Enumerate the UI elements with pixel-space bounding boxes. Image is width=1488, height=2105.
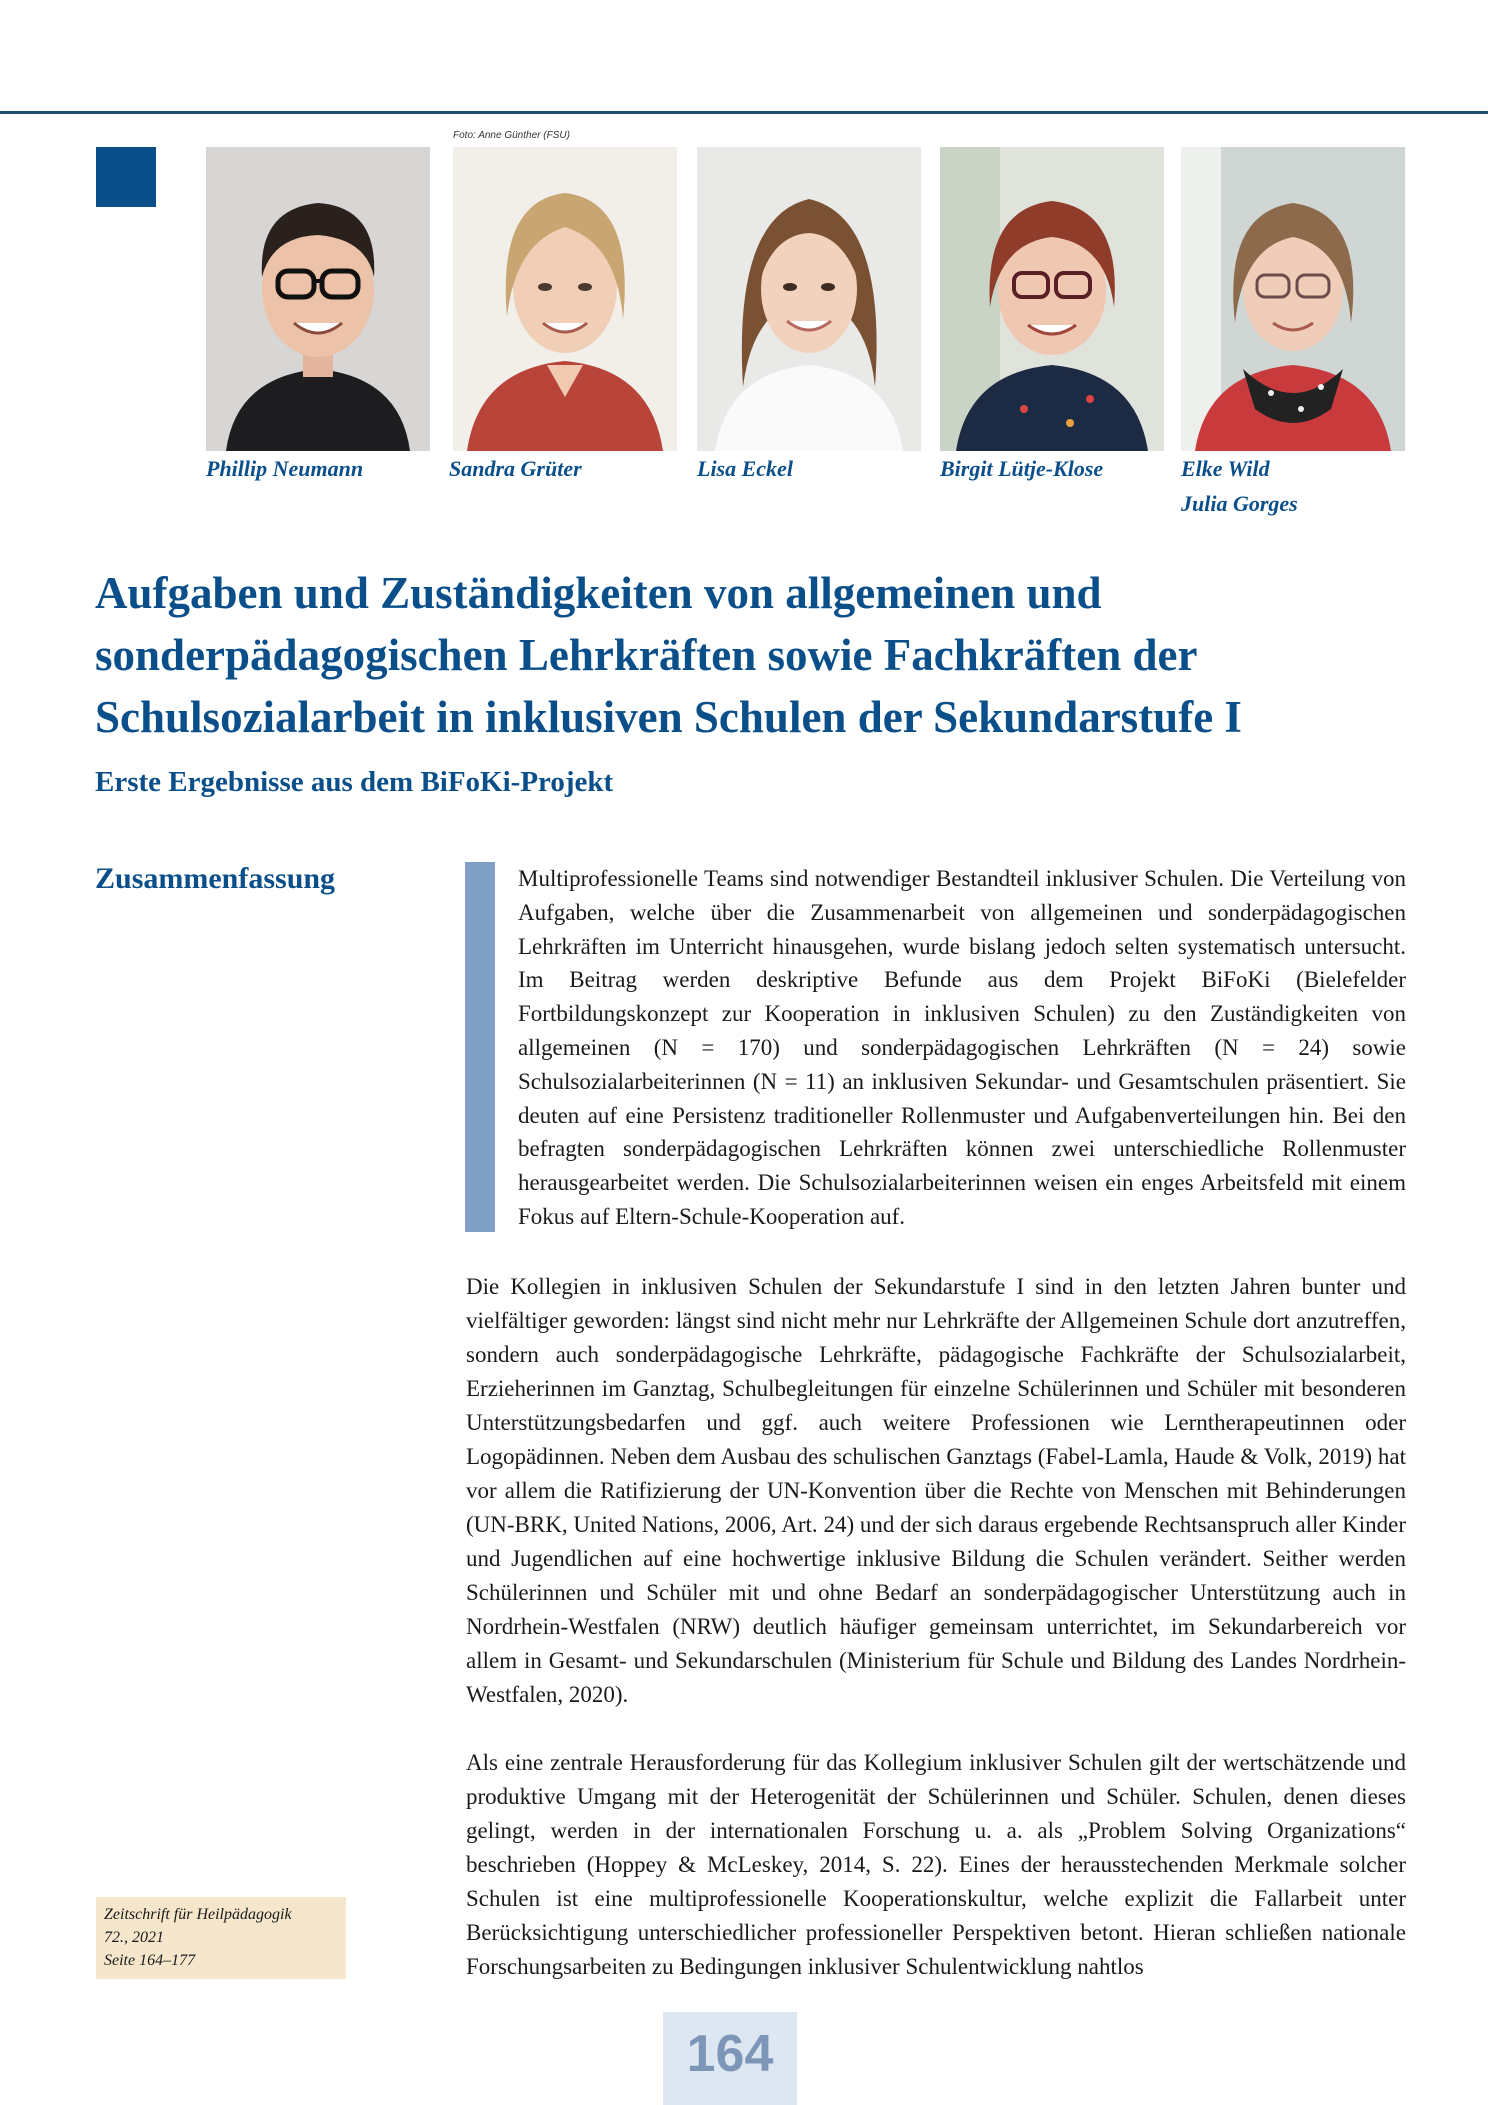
photo-credit: Foto: Anne Günther (FSU) (453, 130, 570, 141)
author-name-1: Phillip Neumann (206, 456, 364, 481)
journal-name: Zeitschrift für Heilpädagogik (104, 1906, 292, 1923)
author-photo-elke-wild (1181, 147, 1405, 451)
header-rule (0, 111, 1488, 114)
journal-citation-box (96, 1897, 346, 1979)
journal-pages: Seite 164–177 (104, 1952, 196, 1969)
author-name-6: Julia Gorges (1181, 491, 1298, 516)
author-photo-lisa-eckel (697, 147, 921, 451)
page-number: 164 (663, 2012, 797, 2105)
body-paragraph-1: Die Kollegien in inklusiven Schulen der Sekundarstufe I sind in den letzten Jahren bunter und vielfältiger geworden: längst sind nicht mehr nur Lehrkräfte der Allgemeinen Schule dort anzutreffen, sondern auch sonderpädagogische Lehrkräfte, pädagogische Fachkräfte der Schulsozialarbeit, Erzieherinnen im Ganztag, Schulbegleitungen für einzelne Schülerinnen und Schüler mit besonderen Unterstützungsbedarfen und ggf. auch weitere Professionen wie Lerntherapeutinnen oder Logopädinnen. Neben dem Ausbau des schulischen Ganztags (Fabel-Lamla, Haude & Volk, 2019) hat vor allem die Ratifizierung der UN-Konvention über die Rechte von Menschen mit Behinderungen (UN-BRK, United Nations, 2006, Art. 24) und der sich daraus ergebende Rechtsanspruch aller Kinder und Jugendlichen auf eine hochwertige inklusive Bildung die Schulen verändert. Seither werden Schülerinnen und Schüler mit und ohne Bedarf an sonderpädagogischer Unterstützung auch in Nordrhein-Westfalen (NRW) deutlich häufiger gemeinsam unterrichtet, im Sekundarbereich vor allem in Gesamt- und Sekundarschulen (Ministerium für Schule und Bildung des Landes Nordrhein-Westfalen, 2020). (466, 1274, 1406, 1707)
abstract-accent-bar (465, 862, 495, 1232)
author-photo-sandra-grueter (453, 147, 677, 451)
article-title: Aufgaben und Zuständigkeiten von allgemeinen und sonderpädagogischen Lehrkräften sowie Fachkräften der Schulsozialarbeit in inklusiven Schulen der Sekundarstufe I (95, 568, 1242, 742)
body-paragraph-2: Als eine zentrale Herausforderung für das Kollegium inklusiver Schulen gilt der wertschätzende und produktive Umgang mit der Heterogenität der Schülerinnen und Schüler. Schulen, denen dieses gelingt, werden in der internationalen Forschung u. a. als „Problem Solving Organizations“ beschrieben (Hoppey & McLeskey, 2014, S. 22). Eines der herausstechenden Merkmale solcher Schulen ist eine multiprofessionelle Kooperationskultur, welche explizit die Fallarbeit unter Berücksichtigung unterschiedlicher professioneller Perspektiven betont. Hieran schließen nationale Forschungsarbeiten zu Bedingungen inklusiver Schulentwicklung nahtlos (466, 1750, 1406, 1979)
abstract-text: Multiprofessionelle Teams sind notwendiger Bestandteil inklusiver Schulen. Die Verteilung von Aufgaben, welche über die Zusammenarbeit von allgemeinen und sonderpädagogischen Lehrkräften im Unterricht hinausgehen, wurde bislang jedoch selten systematisch untersucht. Im Beitrag werden deskriptive Befunde aus dem Projekt BiFoKi (Bielefelder Fortbildungskonzept zur Kooperation in inklusiven Schulen) zu den Zuständigkeiten von allgemeinen (N = 170) und sonderpädagogischen Lehrkräften (N = 24) sowie Schulsozialarbeiterinnen (N = 11) an inklusiven Sekundar- und Gesamtschulen präsentiert. Sie deuten auf eine Persistenz traditioneller Rollenmuster und Aufgabenverteilungen hin. Bei den befragten sonderpädagogischen Lehrkräften können zwei unterschiedliche Rollenmuster herausgearbeitet werden. Die Schulsozialarbeiterinnen weisen ein enges Arbeitsfeld mit einem Fokus auf Eltern-Schule-Kooperation auf. (518, 866, 1406, 1229)
abstract-heading: Zusammenfassung (95, 862, 336, 895)
corner-square (96, 147, 156, 207)
journal-volume: 72., 2021 (104, 1929, 164, 1946)
author-photo-birgit-luetje-klose (940, 147, 1164, 451)
author-name-5: Elke Wild (1181, 456, 1270, 481)
author-photo-phillip-neumann (206, 147, 430, 451)
article-subtitle: Erste Ergebnisse aus dem BiFoKi-Projekt (95, 766, 614, 798)
author-name-3: Lisa Eckel (697, 456, 793, 481)
author-name-4: Birgit Lütje-Klose (940, 456, 1104, 481)
author-name-2: Sandra Grüter (449, 456, 582, 481)
